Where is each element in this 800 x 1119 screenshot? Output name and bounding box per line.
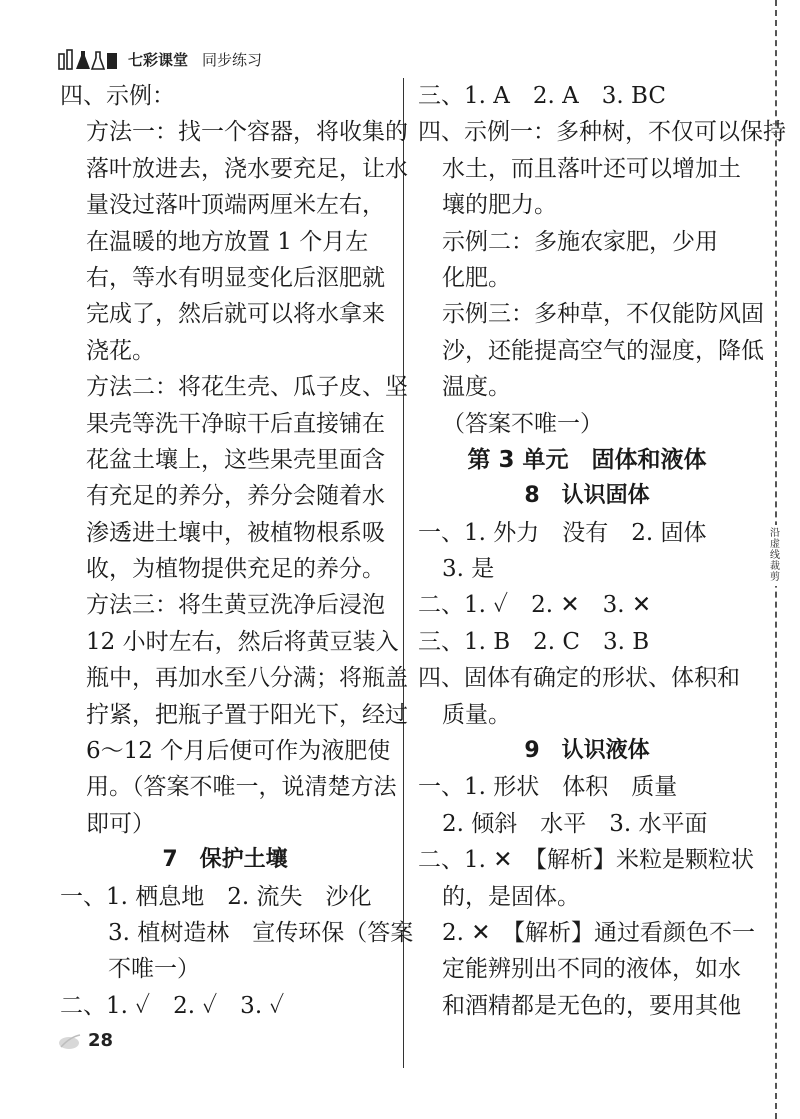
- answer-line: 四、示例：: [60, 83, 175, 109]
- answer-line: 化肥。: [442, 264, 511, 291]
- header-subtitle: 同步练习: [202, 50, 263, 69]
- answer-line: 2. 倾斜 水平 3. 水平面: [442, 810, 708, 837]
- answer-line: 沙，还能提高空气的湿度，降低: [442, 337, 764, 364]
- answer-line: 一、1. 栖息地 2. 流失 沙化: [60, 883, 372, 910]
- section-title: 9 认识液体: [524, 738, 650, 764]
- answer-line: 不唯一）: [108, 956, 200, 983]
- answer-line: 示例三：多种草，不仅能防风固: [442, 301, 764, 328]
- answer-line: 瓶中，再加水至八分满；将瓶盖: [86, 665, 408, 692]
- answer-line: 完成了，然后就可以将水拿来: [86, 301, 385, 328]
- leaf-decoration-icon: [58, 1031, 84, 1051]
- answer-line: 四、示例一：多种树，不仅可以保持: [418, 119, 786, 146]
- answer-line: 一、1. 外力 没有 2. 固体: [418, 519, 707, 546]
- answer-line: 2. ✕ 【解析】通过看颜色不一: [442, 919, 756, 946]
- answer-line: 温度。: [442, 374, 511, 401]
- answer-line: 右，等水有明显变化后沤肥就: [86, 264, 385, 291]
- answer-line: 量没过落叶顶端两厘米左右，: [86, 192, 385, 219]
- answer-line: 有充足的养分，养分会随着水: [86, 483, 385, 510]
- answer-line: 的，是固体。: [442, 883, 580, 910]
- answer-line: 水土，而且落叶还可以增加土: [442, 155, 741, 182]
- answer-line: 果壳等洗干净晾干后直接铺在: [86, 410, 385, 437]
- answer-line: 二、1. ✓ 2. ✕ 3. ✕: [418, 592, 652, 619]
- answer-line: 方法一：找一个容器，将收集的: [86, 119, 408, 146]
- cut-label: 沿 虚 线 裁 剪: [764, 525, 786, 586]
- page-footer: [58, 1030, 113, 1051]
- answer-line: （答案不唯一）: [442, 410, 603, 437]
- answer-line: 即可）: [86, 810, 155, 837]
- left-column: [60, 78, 414, 1024]
- answer-line: 在温暖的地方放置 1 个月左: [86, 228, 369, 255]
- answer-line: 3. 是: [442, 556, 495, 583]
- brand-title: 七彩课堂: [128, 50, 189, 69]
- answer-line: 四、固体有确定的形状、体积和: [418, 665, 740, 692]
- page-number: 28: [88, 1030, 114, 1051]
- section-title: 8 认识固体: [524, 483, 650, 509]
- answer-line: 落叶放进去，浇水要充足，让水: [86, 155, 408, 182]
- answer-line: 渗透进土壤中，被植物根系吸: [86, 519, 385, 546]
- answer-line: 三、1. A 2. A 3. BC: [418, 83, 666, 109]
- answer-line: 3. 植树造林 宣传环保（答案: [108, 919, 414, 946]
- answer-line: 12 小时左右，然后将黄豆装入: [86, 628, 399, 655]
- answer-line: 二、1. ✓ 2. ✓ 3. ✓: [60, 992, 285, 1019]
- answer-line: 和酒精都是无色的，要用其他: [442, 992, 741, 1019]
- answer-line: 质量。: [442, 701, 511, 728]
- answer-line: 方法三：将生黄豆洗净后浸泡: [86, 592, 385, 619]
- answer-line: 定能辨别出不同的液体，如水: [442, 956, 741, 983]
- answer-line: 浇花。: [86, 337, 155, 364]
- unit-title: 第 3 单元 固体和液体: [467, 446, 707, 473]
- answer-line: 用。（答案不唯一，说清楚方法: [86, 774, 397, 801]
- answer-line: 方法二：将花生壳、瓜子皮、坚: [86, 374, 408, 401]
- lab-equipment-logo-icon: [58, 48, 120, 70]
- section-title: 7 保护土壤: [162, 847, 288, 873]
- answer-line: 一、1. 形状 体积 质量: [418, 774, 678, 801]
- answer-line: 6～12 个月后便可作为液肥使: [86, 738, 391, 765]
- page-header: [58, 46, 262, 72]
- answer-line: 花盆土壤上，这些果壳里面含: [86, 446, 385, 473]
- answer-line: 二、1. ✕ 【解析】米粒是颗粒状: [418, 847, 755, 874]
- answer-line: 拧紧，把瓶子置于阳光下，经过: [86, 701, 408, 728]
- answer-line: 三、1. B 2. C 3. B: [418, 628, 650, 655]
- answer-line: 壤的肥力。: [442, 192, 557, 219]
- answer-line: 示例二：多施农家肥，少用: [442, 228, 718, 255]
- answer-line: 收，为植物提供充足的养分。: [86, 556, 385, 583]
